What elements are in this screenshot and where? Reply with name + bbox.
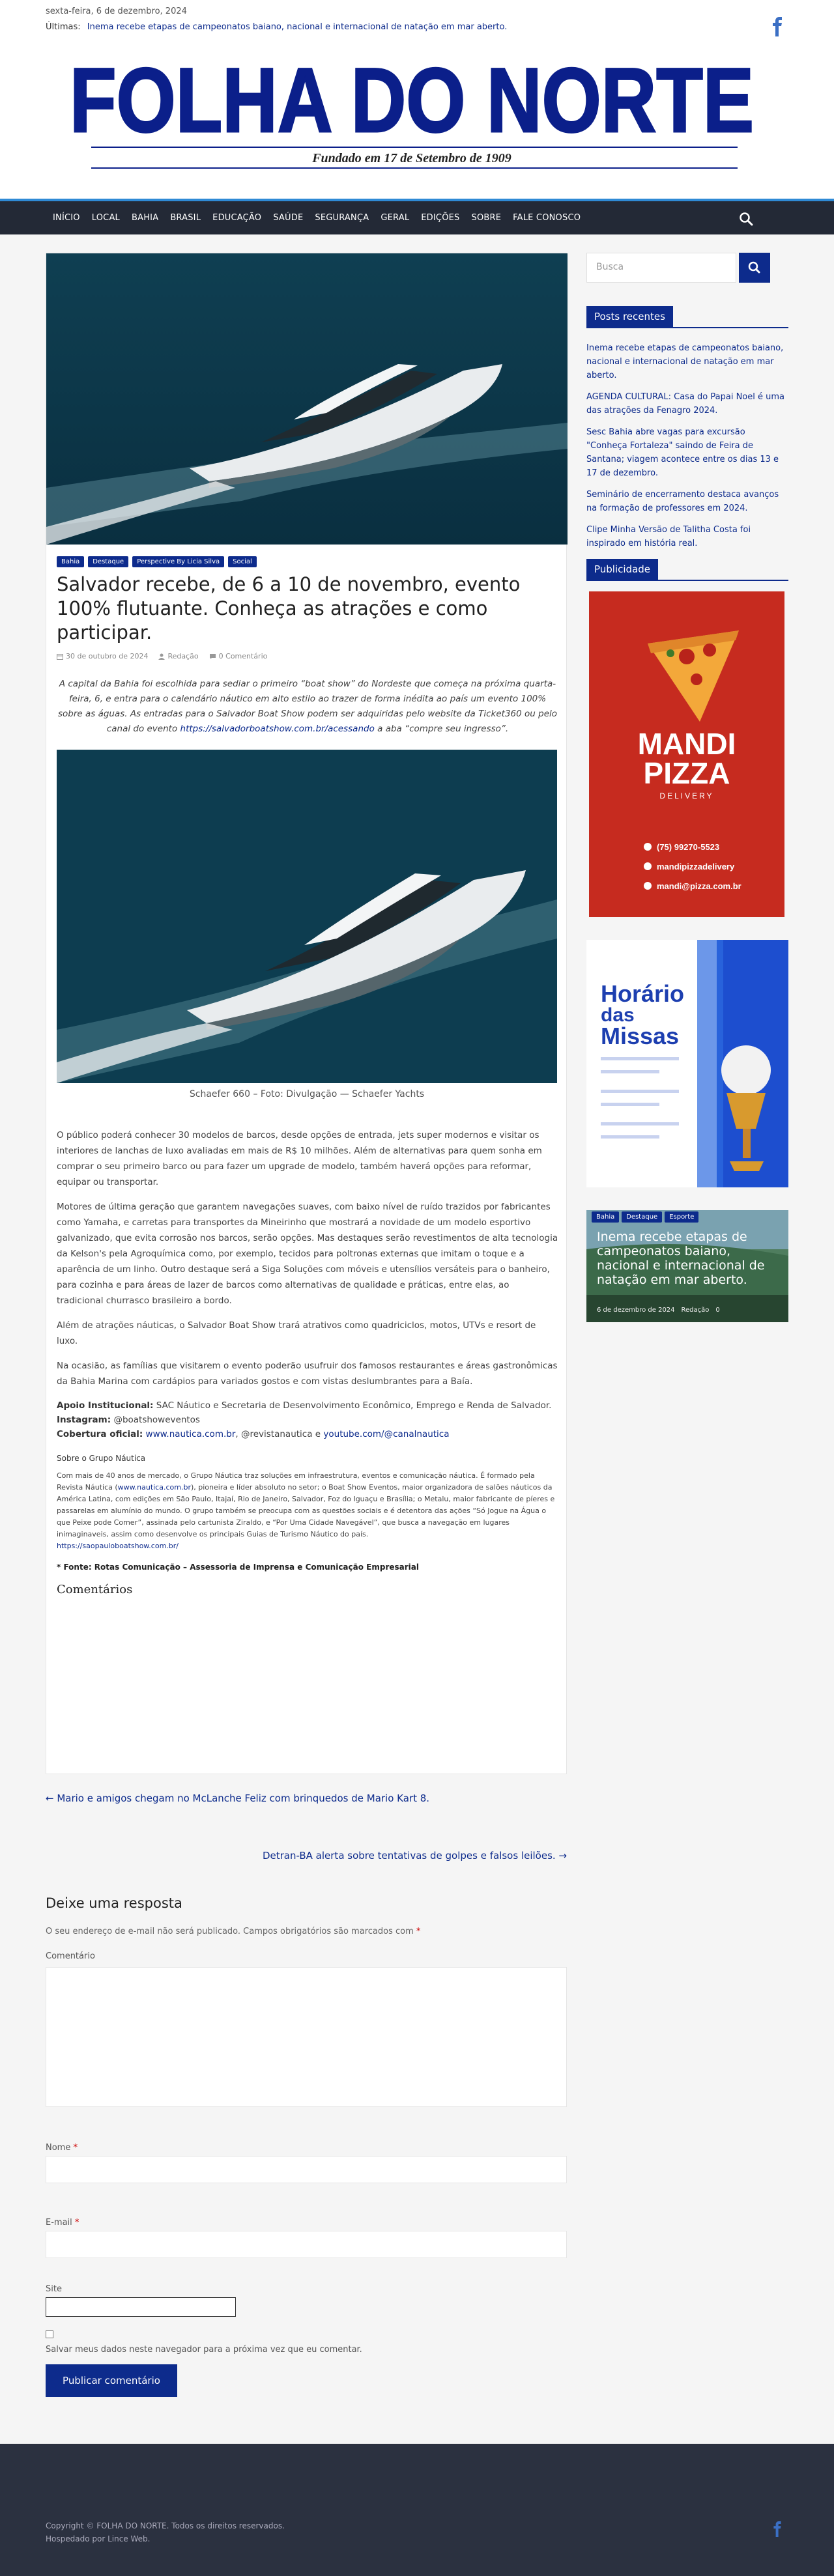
latest-link[interactable]: Inema recebe etapas de campeonatos baiano, nacional e internacional de natação em mar aberto.: [87, 22, 508, 32]
meta-comments-text: 0 Comentário: [218, 652, 268, 660]
site-footer: [0, 2444, 834, 2576]
coverage-mid: , @revistanautica e: [235, 1429, 321, 1439]
nav-item-edicoes[interactable]: EDIÇÕES: [421, 213, 460, 223]
featured-tag[interactable]: Esporte: [665, 1211, 698, 1223]
paragraph: O público poderá conhecer 30 modelos de barcos, desde opções de entrada, jets super modernos e visitar os interiores de lanchas de luxo avaliadas em mais de R$ 10 milhões. Além de alternativas para quem sonha em comprar o seu primeiro barco ou para fazer um upgrade de modelo, também haverá opções para reformar, equipar ou transportar.: [57, 1130, 542, 1187]
nav-item-local[interactable]: LOCAL: [91, 213, 120, 223]
coverage-link-youtube[interactable]: youtube.com/@canalnautica: [323, 1429, 450, 1439]
nav-item-inicio[interactable]: INÍCIO: [53, 213, 80, 223]
site-label: Site: [46, 2284, 62, 2294]
support-line: [57, 1398, 558, 1413]
calendar-icon: [57, 653, 63, 660]
tag-perspective[interactable]: Perspective By Licia Silva: [132, 556, 224, 567]
recent-post-link[interactable]: Clipe Minha Versão de Talitha Costa foi inspirado em história real.: [586, 525, 751, 548]
featured-post-card[interactable]: [586, 1210, 788, 1322]
latest-ticker: [46, 22, 507, 32]
comment-label: Comentário: [46, 1951, 95, 1961]
paragraph: Na ocasião, as famílias que visitarem o evento poderão usufruir dos famosos restaurantes e áreas gastronômicas da Bahia Marina com cardápios para variados gostos e com vistas deslumbrantes para a Baía.: [57, 1361, 558, 1387]
email-label-text: E-mail: [46, 2218, 72, 2228]
facebook-icon[interactable]: [771, 17, 784, 36]
featured-author: Redação: [681, 1307, 710, 1314]
nav-item-bahia[interactable]: BAHIA: [131, 213, 159, 223]
article-tags: [57, 556, 257, 567]
article-lead: [57, 677, 558, 737]
featured-tag[interactable]: Bahia: [592, 1211, 619, 1223]
required-star: *: [416, 1927, 421, 1936]
lead-link[interactable]: https://salvadorboatshow.com.br/acessando: [180, 724, 375, 734]
tag-bahia[interactable]: Bahia: [57, 556, 84, 567]
nav-item-saude[interactable]: SAÚDE: [273, 213, 304, 223]
name-required-star: *: [73, 2143, 78, 2153]
about-text: [57, 1470, 558, 1552]
reply-note-text: O seu endereço de e-mail não será publicado. Campos obrigatórios são marcados com: [46, 1927, 414, 1936]
image-caption: Schaefer 660 – Foto: Divulgação — Schaefer Yachts: [189, 1089, 425, 1099]
site-input[interactable]: [46, 2297, 236, 2317]
ads-heading: [586, 559, 788, 581]
previous-post-link[interactable]: ← Mario e amigos chegam no McLanche Feliz com brinquedos de Mario Kart 8.: [46, 1792, 430, 1804]
copyright-text: Copyright © FOLHA DO NORTE. Todos os direitos reservados.: [46, 2521, 285, 2530]
tag-social[interactable]: Social: [228, 556, 257, 567]
recent-post-link[interactable]: AGENDA CULTURAL: Casa do Papai Noel é uma das atrações da Fenagro 2024.: [586, 392, 784, 416]
logo-title: FOLHA DO NORTE: [70, 49, 754, 151]
nav-item-educacao[interactable]: EDUCAÇÃO: [212, 213, 262, 223]
featured-image: [46, 253, 568, 545]
article-image: [57, 750, 557, 1083]
ad-brand-2: PIZZA: [643, 756, 730, 790]
top-header: [0, 0, 834, 199]
about-url[interactable]: https://saopauloboatshow.com.br/: [57, 1542, 179, 1550]
comment-textarea[interactable]: [46, 1967, 567, 2107]
nav-item-geral[interactable]: GERAL: [381, 213, 410, 223]
email-required-star: *: [74, 2218, 79, 2228]
paragraph: Além de atrações náuticas, o Salvador Boat Show trará atrativos como quadriciclos, motos, UTVs e resort de luxo.: [57, 1320, 536, 1346]
ad2-title-1: Horário: [601, 980, 685, 1007]
ads-title: Publicidade: [586, 559, 658, 580]
recent-posts-list: [586, 341, 788, 558]
recent-posts-title: Posts recentes: [586, 306, 673, 327]
save-data-checkbox[interactable]: [46, 2330, 53, 2338]
lead-end: a aba “compre seu ingresso”.: [377, 724, 509, 734]
submit-comment-button[interactable]: Publicar comentário: [46, 2364, 177, 2397]
ad-email: mandi@pizza.com.br: [657, 881, 741, 891]
nav-item-seguranca[interactable]: SEGURANÇA: [315, 213, 369, 223]
next-post-link[interactable]: Detran-BA alerta sobre tentativas de golpes e falsos leilões. →: [262, 1850, 567, 1861]
article-body: [57, 1127, 558, 1598]
article-title: Salvador recebe, de 6 a 10 de novembro, evento 100% flutuante. Conheça as atrações e como participar.: [57, 573, 521, 644]
nav-item-fale-conosco[interactable]: FALE CONOSCO: [513, 213, 581, 223]
facebook-icon[interactable]: [772, 2521, 783, 2538]
meta-comments[interactable]: [209, 652, 268, 660]
ad-tagline: DELIVERY: [659, 791, 714, 800]
source-line: * Fonte: Rotas Comunicação – Assessoria de Imprensa e Comunicação Empresarial: [57, 1563, 419, 1572]
save-data-label: Salvar meus dados neste navegador para a próxima vez que eu comentar.: [46, 2345, 362, 2355]
email-input[interactable]: [46, 2231, 567, 2258]
instagram-text: @boatshoweventos: [113, 1415, 200, 1425]
comment-icon: [209, 653, 216, 660]
meta-date-text: 30 de outubro de 2024: [66, 652, 149, 660]
about-title: Sobre o Grupo Náutica: [57, 1454, 146, 1463]
ad2-title-2: das: [601, 1004, 635, 1026]
main-navigation: [0, 199, 834, 234]
sidebar-search-button[interactable]: [739, 253, 770, 283]
meta-author[interactable]: [158, 652, 198, 660]
featured-title[interactable]: Inema recebe etapas de campeonatos baiano, nacional e internacional de natação em mar aberto.: [597, 1230, 765, 1287]
coverage-link-nautica[interactable]: www.nautica.com.br: [145, 1429, 236, 1439]
nav-item-sobre[interactable]: SOBRE: [471, 213, 502, 223]
sidebar-search-input[interactable]: Busca: [586, 253, 736, 283]
tag-destaque[interactable]: Destaque: [88, 556, 128, 567]
about-text-b: ), pioneira e líder absoluto no setor; o Boat Show Eventos, maior organizadora de salões náuticos da América Latina, com edições em São Paulo, Itajaí, Rio de Janeiro, Salvador, Foz do Iguaçu e Brasília; o Metalu, maior fabricante de píeres e passarelas em alumínio do mundo. O grupo também se preocupa com as questões sociais e é detentora das ações “Só Jogue na Água o que Peixe pode Comer”, assinada pelo cartunista Ziraldo, e “Por Uma Cidade Navegável”, que busca a navegação em lugares inimaginaveis, assim como desenvolve os principais Guias de Turismo Náutico do país.: [57, 1483, 555, 1538]
reply-form: [46, 1895, 567, 2386]
lead-text: A capital da Bahia foi escolhida para sediar o primeiro “boat show” do Nordeste que começa na próxima quarta-feira, 6, e entra para o calendário náutico em alto estilo ao trazer de forma inédita ao país um evento 100% sobre as águas. As entradas para o Salvador Boat Show podem ser adquiridas pelo website da Ticket360 ou pelo canal do evento: [57, 679, 558, 734]
recent-post-link[interactable]: Seminário de encerramento destaca avanços na formação de professores em 2024.: [586, 490, 779, 513]
site-logo[interactable]: [60, 49, 764, 176]
instagram-line: [57, 1413, 558, 1427]
ad-brand-1: MANDI: [637, 727, 736, 761]
meta-author-text: Redação: [167, 652, 199, 660]
about-link[interactable]: www.nautica.com.br: [117, 1483, 191, 1492]
support-label: Apoio Institucional:: [57, 1400, 154, 1411]
name-label-text: Nome: [46, 2143, 71, 2153]
instagram-label: Instagram:: [57, 1415, 111, 1425]
featured-comments: 0: [715, 1307, 720, 1314]
mandi-pizza-ad[interactable]: [589, 591, 784, 917]
recent-posts-heading: [586, 306, 788, 328]
ad-instagram: mandipizzadelivery: [657, 862, 735, 871]
hosted-by-text: Hospedado por Lince Web.: [46, 2534, 151, 2543]
logo-subtitle: Fundado em 17 de Setembro de 1909: [312, 151, 511, 165]
footer-copyright: [46, 2519, 285, 2545]
coverage-label: Cobertura oficial:: [57, 1429, 143, 1439]
meta-date[interactable]: [57, 652, 148, 660]
name-input[interactable]: [46, 2156, 567, 2183]
reply-title: Deixe uma resposta: [46, 1895, 182, 1911]
nav-menu: [47, 213, 586, 223]
current-date: sexta-feira, 6 de dezembro, 2024: [46, 7, 187, 16]
latest-label: Últimas:: [46, 22, 81, 32]
name-label: [46, 2143, 78, 2153]
ad-phone: (75) 99270-5523: [657, 842, 720, 852]
recent-post-link[interactable]: Inema recebe etapas de campeonatos baiano, nacional e internacional de natação em mar aberto.: [586, 343, 784, 380]
reply-note: [46, 1927, 567, 1936]
article-meta: [57, 652, 267, 660]
featured-meta: [597, 1307, 720, 1314]
search-icon: [739, 253, 770, 283]
search-icon[interactable]: [739, 212, 753, 226]
comments-heading: Comentários: [57, 1583, 133, 1596]
support-text: SAC Náutico e Secretaria de Desenvolvimento Econômico, Emprego e Renda de Salvador.: [156, 1400, 552, 1411]
paragraph: Motores de última geração que garantem navegações suaves, com baixo nível de ruído trazidos por fabricantes como Yamaha, e carretas para transportes da Mineirinho que mostrará a novidade de um modelo esportivo galvanizado, que evita corrosão nos barcos, serão opções. Mas destaques serão revestimentos de alta tecnologia da Kelson's pela Agroquímica como, por exemplo, tecidos para poltronas externas que imitam o toque e a aparência de um linho. Outro destaque será a Siga Soluções com móveis e utensílios versáteis para o banheiro, para cozinha e para áreas de lazer de barcos como alternativas de qualidade e práticas, entre elas, ao tradicional churrasco brasileiro a bordo.: [57, 1202, 558, 1306]
featured-date: 6 de dezembro de 2024: [597, 1307, 675, 1314]
coverage-line: [57, 1427, 558, 1441]
about-text-a: Com mais de 40 anos de mercado, o Grupo Náutica traz soluções em infraestrutura, eventos e comunicação náutica. É formado pela Revista Náutica (: [57, 1471, 535, 1492]
mass-schedule-ad[interactable]: [586, 940, 788, 1187]
user-icon: [158, 653, 165, 660]
featured-tag[interactable]: Destaque: [622, 1211, 662, 1223]
ad2-title-3: Missas: [601, 1023, 680, 1049]
recent-post-link[interactable]: Sesc Bahia abre vagas para excursão "Conheça Fortaleza" saindo de Feira de Santana; viagem acontece entre os dias 13 e 17 de dezembro.: [586, 427, 779, 478]
article-container: [46, 253, 567, 1774]
nav-item-brasil[interactable]: BRASIL: [170, 213, 201, 223]
featured-tags: [592, 1211, 698, 1223]
email-label: [46, 2218, 79, 2228]
